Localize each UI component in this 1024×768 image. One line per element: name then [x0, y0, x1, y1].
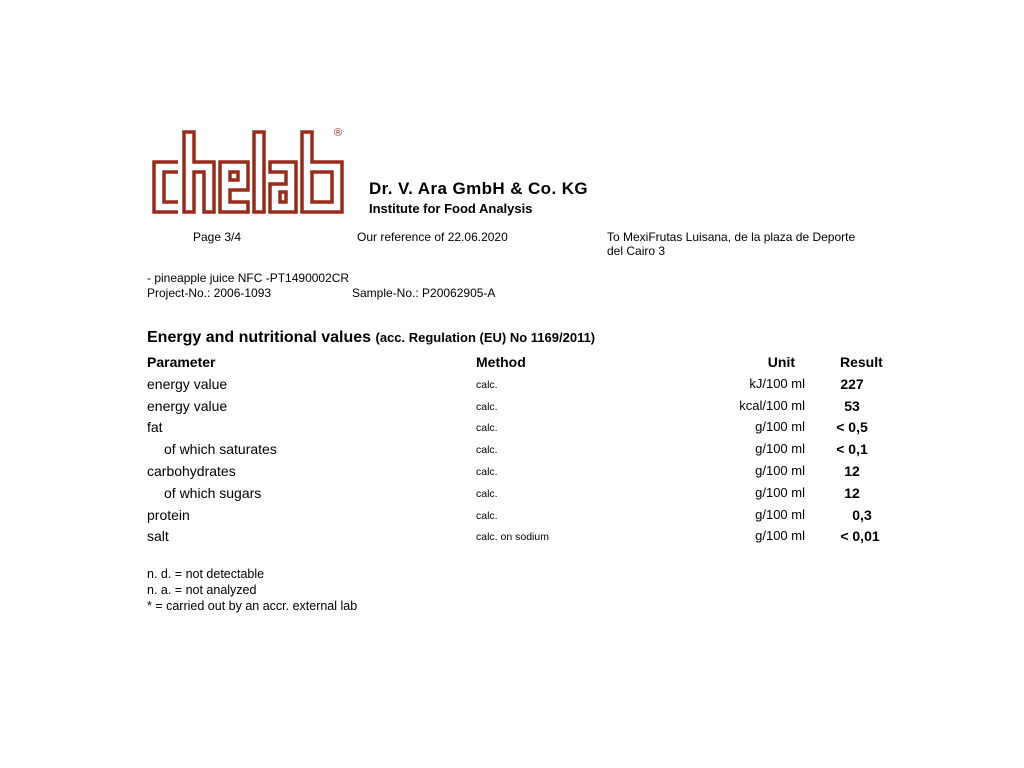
legend-not-detectable: n. d. = not detectable	[147, 567, 265, 581]
row-result: 0,3	[852, 507, 872, 523]
row-method: calc.	[476, 466, 498, 478]
regulation-reference: (acc. Regulation (EU) No 1169/2011)	[375, 330, 596, 345]
row-result: < 0,01	[840, 528, 880, 544]
section-title	[147, 329, 595, 347]
header-method: Method	[476, 354, 526, 370]
table-row	[0, 507, 1024, 529]
recipient-line-1: To MexiFrutas Luisana, de la plaza de Deporte	[607, 230, 856, 244]
row-parameter: of which sugars	[164, 485, 262, 501]
row-unit: g/100 ml	[755, 528, 805, 543]
row-method: calc.	[476, 444, 498, 456]
row-unit: kcal/100 ml	[739, 398, 805, 413]
row-parameter: protein	[147, 507, 190, 523]
sample-description: - pineapple juice NFC -PT1490002CR	[147, 271, 350, 285]
legend-external-lab: * = carried out by an accr. external lab	[147, 599, 358, 613]
table-row	[0, 441, 1024, 463]
row-method: calc. on sodium	[476, 531, 549, 543]
table-row	[0, 398, 1024, 420]
row-parameter: salt	[147, 528, 169, 544]
row-unit: g/100 ml	[755, 485, 805, 500]
reference-date: Our reference of 22.06.2020	[357, 230, 508, 244]
row-parameter: energy value	[147, 376, 228, 392]
row-method: calc.	[476, 379, 498, 391]
table-row	[0, 485, 1024, 507]
row-unit: g/100 ml	[755, 441, 805, 456]
row-unit: kJ/100 ml	[749, 376, 805, 391]
table-row	[0, 463, 1024, 485]
row-method: calc.	[476, 401, 498, 413]
row-result: 227	[840, 376, 864, 392]
page-number: Page 3/4	[193, 230, 242, 244]
row-parameter: carbohydrates	[147, 463, 236, 479]
row-result: 12	[844, 485, 860, 501]
row-unit: g/100 ml	[755, 463, 805, 478]
legend-not-analyzed: n. a. = not analyzed	[147, 583, 257, 597]
sample-number: Sample-No.: P20062905-A	[352, 286, 496, 300]
header-parameter: Parameter	[147, 354, 216, 370]
row-parameter: energy value	[147, 398, 228, 414]
company-name: Dr. V. Ara GmbH & Co. KG	[369, 179, 588, 198]
row-parameter: fat	[147, 419, 163, 435]
table-row	[0, 419, 1024, 441]
row-method: calc.	[476, 422, 498, 434]
row-result: 12	[844, 463, 860, 479]
row-parameter: of which saturates	[164, 441, 277, 457]
recipient-line-2: del Cairo 3	[607, 244, 666, 258]
registered-mark: ®	[334, 127, 343, 139]
header-unit: Unit	[767, 354, 795, 370]
row-result: 53	[844, 398, 860, 414]
legend	[147, 566, 357, 614]
chelab-logo	[148, 128, 348, 217]
table-row	[0, 528, 1024, 550]
institute-name: Institute for Food Analysis	[369, 201, 533, 216]
header-result: Result	[840, 354, 883, 370]
row-unit: g/100 ml	[755, 419, 805, 434]
table-header-row	[0, 354, 1024, 376]
row-method: calc.	[476, 488, 498, 500]
table-row	[0, 376, 1024, 398]
section-title-text: Energy and nutritional values	[147, 329, 372, 346]
project-number: Project-No.: 2006-1093	[147, 286, 272, 300]
row-result: < 0,1	[836, 441, 868, 457]
row-result: < 0,5	[836, 419, 868, 435]
row-method: calc.	[476, 510, 498, 522]
row-unit: g/100 ml	[755, 507, 805, 522]
recipient-address	[607, 230, 855, 258]
